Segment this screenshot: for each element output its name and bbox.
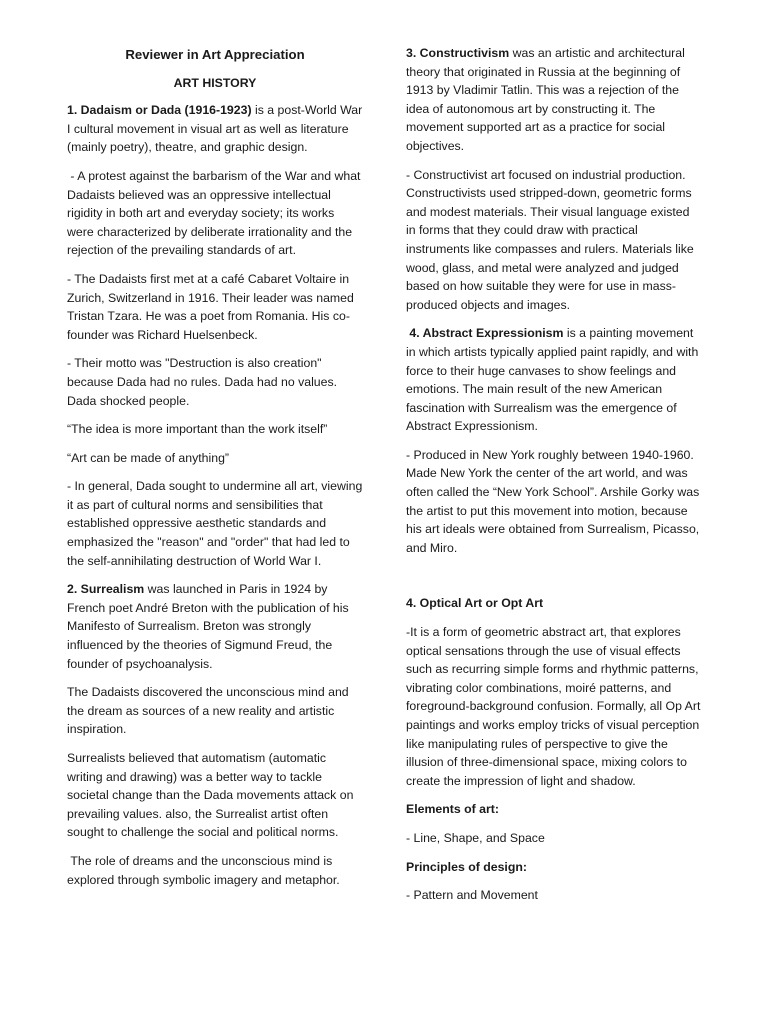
constructivism-intro-paragraph <box>406 44 702 156</box>
principles-of-design-heading <box>406 858 702 877</box>
constructivism-paragraph-1: - Constructivist art focused on industrial production. Constructivists used stripped-down, geometric forms and modest materials. Their visual language existed in forms that they could draw with practical instruments like compasses and rulers. Materials like wood, glass, and metal were analyzed and judged based on how suitable they were for use in mass-produced objects and images. <box>406 167 694 312</box>
surrealism-paragraph-3: The role of dreams and the unconscious mind is explored through symbolic imagery and metaphor. <box>67 853 340 887</box>
right-column <box>406 44 702 915</box>
abstract-expressionism-heading: 4. Abstract Expressionism <box>409 326 564 341</box>
section-spacer <box>406 567 702 594</box>
dada-paragraph-1: - A protest against the barbarism of the War and what Dadaists believed was an oppressive intellectual rigidity in both art and everyday society; its works were characterized by deliberate irrationality and the rejection of the prevailing standards of art. <box>67 168 364 258</box>
surrealism-intro-paragraph <box>67 580 363 673</box>
dada-paragraph-4: - In general, Dada sought to undermine all art, viewing it as part of cultural norms and sensibilities that established oppressive aesthetic standards and emphasized the "reason" and "order" that had led to the self-annihilating destruction of World War I. <box>67 479 363 568</box>
dada-intro-text: is a post-World War I cultural movement in visual art as well as literature (mainly poetry), theatre, and graphic design. <box>67 103 363 155</box>
elements-of-art-heading <box>406 800 702 819</box>
dada-paragraph-3: - Their motto was "Destruction is also creation" because Dada had no rules. Dada had no values. Dada shocked people. <box>67 356 338 408</box>
surrealism-paragraph-1: The Dadaists discovered the unconscious mind and the dream as sources of a new reality and artistic inspiration. <box>67 685 349 737</box>
abstract-expressionism-intro-text: is a painting movement in which artists typically applied paint rapidly, and with force to their huge canvases to show feelings and emotions. The main result of the new American fascination with Surrealism was the emergence of Abstract Expressionism. <box>406 326 702 434</box>
abstract-expressionism-intro-paragraph <box>406 324 702 436</box>
principles-of-design-heading-text: Principles of design: <box>406 859 527 874</box>
dada-quote-2: “Art can be made of anything” <box>67 450 229 465</box>
dada-heading: 1. Dadaism or Dada (1916-1923) <box>67 103 252 118</box>
elements-of-art-list: - Line, Shape, and Space <box>406 830 545 845</box>
dada-intro-paragraph <box>67 101 363 157</box>
document-title: Reviewer in Art Appreciation <box>125 47 305 62</box>
surrealism-intro-text: was launched in Paris in 1924 by French poet André Breton with the publication of his Manifesto of Surrealism. Breton was strongly influenced by the theories of Sigmund Freud, the founder of psychoanalysis. <box>67 582 349 671</box>
constructivism-intro-text: was an artistic and architectural theory that originated in Russia at the beginning of 1913 by Vladimir Tatlin. This was a rejection of the idea of autonomous art by constructing it. The movement supported art as a practice for social objectives. <box>406 46 685 153</box>
abstract-expressionism-paragraph-1: - Produced in New York roughly between 1940-1960. Made New York the center of the art world, and was often called the “New York School”. Arshile Gorky was the artist to put this movement into motion, because his art ideals were obtained from Surrealism, Picasso, and Miro. <box>406 447 700 555</box>
left-column <box>67 44 363 899</box>
surrealism-heading: 2. Surrealism <box>67 582 145 597</box>
dada-quote-1: “The idea is more important than the work itself” <box>67 422 328 437</box>
dada-paragraph-2: - The Dadaists first met at a café Cabaret Voltaire in Zurich, Switzerland in 1916. Their leader was named Tristan Tzara. He was a poet from Romania. His co-founder was Richard Huelsenbeck. <box>67 271 354 342</box>
surrealism-paragraph-2: Surrealists believed that automatism (automatic writing and drawing) was a better way to tackle societal change than the Dada movements attack on prevailing values. also, the Surrealist artist often sought to challenge the social and political norms. <box>67 751 354 840</box>
op-art-paragraph-1: -It is a form of geometric abstract art, that explores optical sensations through the use of visual effects such as recurring simple forms and rhythmic patterns, vibrating color combinations, moiré patterns, and foreground-background confusion. Formally, all Op Art paintings and works employ tricks of visual perception like manipulating rules of perspective to give the illusion of three-dimensional space, mixing colors to create the impression of light and shadow. <box>406 625 701 788</box>
constructivism-heading: 3. Constructivism <box>406 46 510 60</box>
principles-of-design-list: - Pattern and Movement <box>406 888 538 903</box>
op-art-heading-text: 4. Optical Art or Opt Art <box>406 596 544 611</box>
document-subtitle: ART HISTORY <box>173 75 257 90</box>
op-art-heading <box>406 594 702 613</box>
elements-of-art-heading-text: Elements of art: <box>406 802 499 817</box>
